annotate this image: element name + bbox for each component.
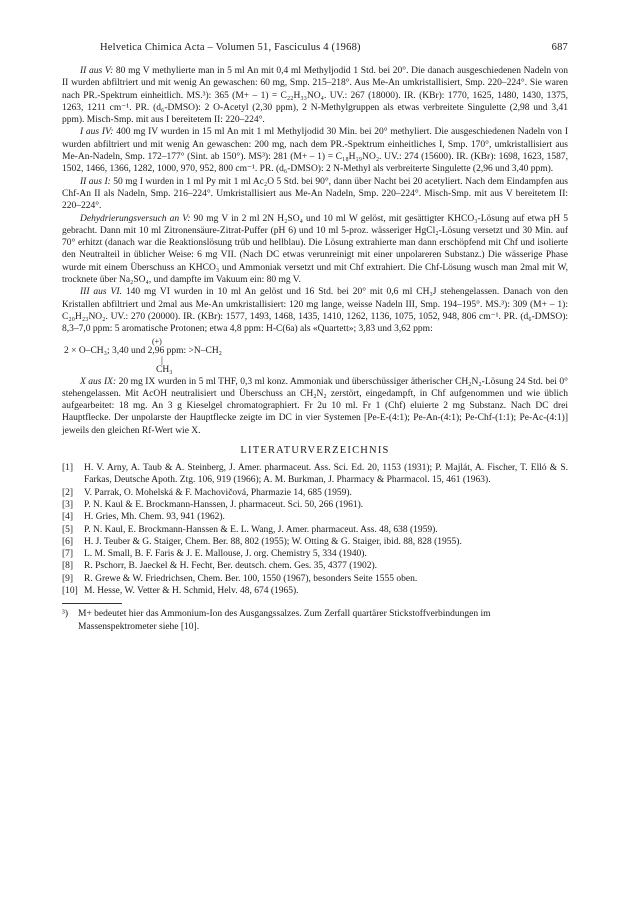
paragraph-text: 80 mg V methylierte man in 5 ml An mit 0,4 ml Methyljodid 1 Std. bei 20°. Die danach ausgeschiedenen Nadeln von II wurden abfiltriert und mit wenig An gewaschen: 60 mg, Smp. 215–218°. Aus Me-An umkristallisiert, Smp. 220–224°. Sie waren nach PR.-Spektrum einheitlich. MS.³): 365 (M+ – 1) = C₂₂H₃₃NO₄. UV.: 267 (18000). IR. (KBr): 1770, 1625, 1480, 1430, 1375, 1263, 1211 cm⁻¹. PR. (d₆-DMSO): 2 O-Acetyl (2,30 ppm), 2 N-Methylgruppen als etwas verbreitete Singulette (2,98 und 3,41 ppm). Misch-Smp. mit aus I bereitetem II: 220–224°. [62,66,569,126]
paragraph-text: 400 mg IV wurden in 15 ml An mit 1 ml Methyljodid 30 Min. bei 20° methyliert. Die ausgeschiedenen Nadeln von I wurden abfiltriert und mit wenig An gewaschen: 200 mg, nach dem PR.-Spektrum einheitliches I, Smp. 170°, umkristallisiert aus Me-An-Nadeln, Smp. 172–177° (Sint. ab 150°). MS³): 281 (M+ – 1) = C₁₈H₁₉NO₂. UV.: 274 (15600). IR. (KBr): 1698, 1623, 1587, 1502, 1466, 1366, 1282, 1000, 970, 952, 800 cm⁻¹. PR. (d₆-DMSO): 2 N-Methyl als verbreiterte Singulette (2,96 und 3,40 ppm). [62,127,568,175]
references-heading: LITERATURVERZEICHNIS [240,445,390,457]
reference-number: [6] [62,536,74,547]
reference-number: [10] [62,585,78,596]
paragraph-text: 50 mg I wurden in 1 ml Py mit 1 ml Ac₂O 5 Std. bei 90°, dann über Nacht bei 20 acetyliert. Nach dem Eindampfen aus Chf-An II als Nadeln, Smp. 216–224°. Umkristallisiert aus Me-An Nadeln, Smp. 220–224°. Misch-Smp. mit aus V bereitetem II: 220–224°. [62,176,568,212]
reference-text: H. V. Arny, A. Taub & A. Steinberg, J. Amer. pharmaceut. Ass. Sci. Ed. 20, 1153 (1931); P. Majlát, A. Fischer, T. Elló & S. Farkas, Deutsche Apoth. Ztg. 106, 919 (1966); A. M. Burkman, J. Pharmacy & Pharmacol. 15, 461 (1963). [84,463,568,486]
reference-number: [5] [62,524,74,535]
paragraph [62,176,568,213]
reference-item [62,499,568,511]
formula-main: 2 × O–CH₃; 3,40 und 2,96 ppm: >N–CH₂ [64,345,222,356]
footnote-rule [62,603,122,604]
footnote [62,608,568,633]
reference-text: P. N. Kaul & E. Brockmann-Hanssen, J. pharmaceut. Sci. 50, 266 (1961). [84,499,364,510]
paragraph-text: 20 mg IX wurden in 5 ml THF, 0,3 ml konz. Ammoniak und überschüssiger ätherischer CH₂N₂-Lösung 24 Std. bei 0° stehengelassen. Mit AcOH neutralisiert und Überschuss an CH₂N₂ zerstört, eingedampft, in Chf aufgenommen und wie üblich aufgearbeitet: 18 mg. An 3 g Kieselgel chromatographiert. Fr 2u 10 ml. Fr 1 (Chf) eluierte 2 mg Substanz. Nach DC drei Hauptflecke. Der unpolarste der Hauptflecke zeigte im DC in vier Systemen [Pe-E-(4:1); Pe-An-(4:1); Pe-Chf-(1:1); Pe-Ac-(4:1)] jeweils den gleichen Rf-Wert wie X. [62,376,568,436]
footnote-text: M+ bedeutet hier das Ammonium-Ion des Ausgangssalzes. Zum Zerfall quartärer Stickstoffverbindungen im Massenspektrometer siehe [10]. [78,609,491,632]
paragraph-lead: I aus IV: [80,127,114,138]
reference-item [62,573,568,585]
reference-item [62,487,568,499]
reference-text: R. Pschorr, B. Jaeckel & H. Fecht, Ber. deutsch. chem. Ges. 35, 4377 (1902). [84,561,378,572]
paragraph-lead: X aus IX: [80,376,117,387]
reference-item [62,536,568,548]
paragraph-text: 140 mg VI wurden in 10 ml An gelöst und 16 Std. bei 20° mit 0,6 ml CH₃J stehengelassen. Danach von den Kristallen abfiltriert und 2mal aus Me-An umkristallisiert: 120 mg lange, weisse Nadeln III, Smp. 194–195°. MS.³): 309 (M+ – 1): C₂₀H₂₃NO₂. UV.: 270 (20000). IR. (KBr): 1577, 1493, 1468, 1435, 1410, 1262, 1136, 1075, 1052, 948, 806 cm⁻¹. PR. (d₆-DMSO): 8,3–7,0 ppm: 5 aromatische Protonen; etwa 4,8 ppm: H-C(6a) als «Quartett»; 3,83 und 3,62 ppm: [62,287,569,335]
paragraph-lead: II aus V: [80,66,114,76]
document-page [62,42,568,633]
reference-number: [1] [62,463,74,474]
reference-number: [2] [62,487,74,498]
paragraph-lead: II aus I: [80,176,111,187]
running-header [62,42,568,53]
formula-methyl: CH₃ [156,364,173,375]
page-number: 687 [551,42,568,53]
reference-number: [8] [62,561,74,572]
paragraph [62,376,568,437]
reference-text: L. M. Small, B. F. Faris & J. E. Mallouse, J. org. Chemistry 5, 334 (1940). [84,549,367,560]
reference-number: [4] [62,512,74,523]
structural-formula [64,338,568,376]
reference-text: V. Parrak, O. Mohelská & F. Machovičová, Pharmazie 14, 685 (1959). [84,487,352,498]
paragraph [62,65,568,126]
paragraph-lead: Dehydrierungsversuch an V: [80,213,191,224]
formula-bond: | [161,355,163,366]
reference-number: [7] [62,549,74,560]
reference-item [62,548,568,560]
paragraph [62,126,568,175]
formula-charge: (+) [152,336,162,346]
reference-item [62,585,568,597]
reference-text: P. N. Kaul, E. Brockmann-Hanssen & E. L. Wang, J. Amer. pharmaceut. Ass. 48, 638 (1959). [84,524,438,535]
paragraph [62,286,568,335]
reference-text: H. Gries, Mh. Chem. 93, 941 (1962). [84,512,225,523]
reference-text: R. Grewe & W. Friedrichsen, Chem. Ber. 100, 1550 (1967), besonders Seite 1555 oben. [84,573,418,584]
references-list [62,462,568,597]
paragraph-lead: III aus VI. [80,287,122,298]
experimental-section [62,65,568,437]
reference-text: H. J. Teuber & G. Staiger, Chem. Ber. 88, 802 (1955); W. Otting & G. Staiger, ibid. 88, 828 (1955). [84,536,462,547]
paragraph [62,213,568,287]
footnote-marker: ³) [62,609,69,620]
reference-item [62,511,568,523]
running-title: Helvetica Chimica Acta – Volumen 51, Fasciculus 4 (1968) [100,42,361,53]
reference-number: [9] [62,573,74,584]
paragraph-text: 90 mg V in 2 ml 2N H₂SO₄ und 10 ml W gelöst, mit gesättigter KHCO₃-Lösung auf etwa pH 5 gebracht. Dann mit 10 ml Zitronensäure-Zitrat-Puffer (pH 6) und 10 ml 5-proz. wässeriger HgCl₂-Lösung versetzt und 30 Min. auf 70° erhitzt (danach war die Reaktionslösung trüb und hellblau). Die Lösung extrahierte man dann erschöpfend mit Chf und isolierte den Neutralteil in üblicher Weise: 6 mg VII. (Nach DC etwas verunreinigt mit einer unpolareren Substanz.) Die wässerige Phase wurde mit einem Überschuss an KHCO₃ und Ammoniak versetzt und mit Chf extrahiert. Die Chf-Lösung wusch man 2mal mit W, trocknete über Na₂SO₄, und dampfte im Vakuum ein: 80 mg V. [62,213,568,286]
reference-number: [3] [62,499,74,510]
reference-text: M. Hesse, W. Vetter & H. Schmid, Helv. 48, 674 (1965). [84,585,299,596]
reference-item [62,462,568,487]
reference-item [62,524,568,536]
reference-item [62,560,568,572]
